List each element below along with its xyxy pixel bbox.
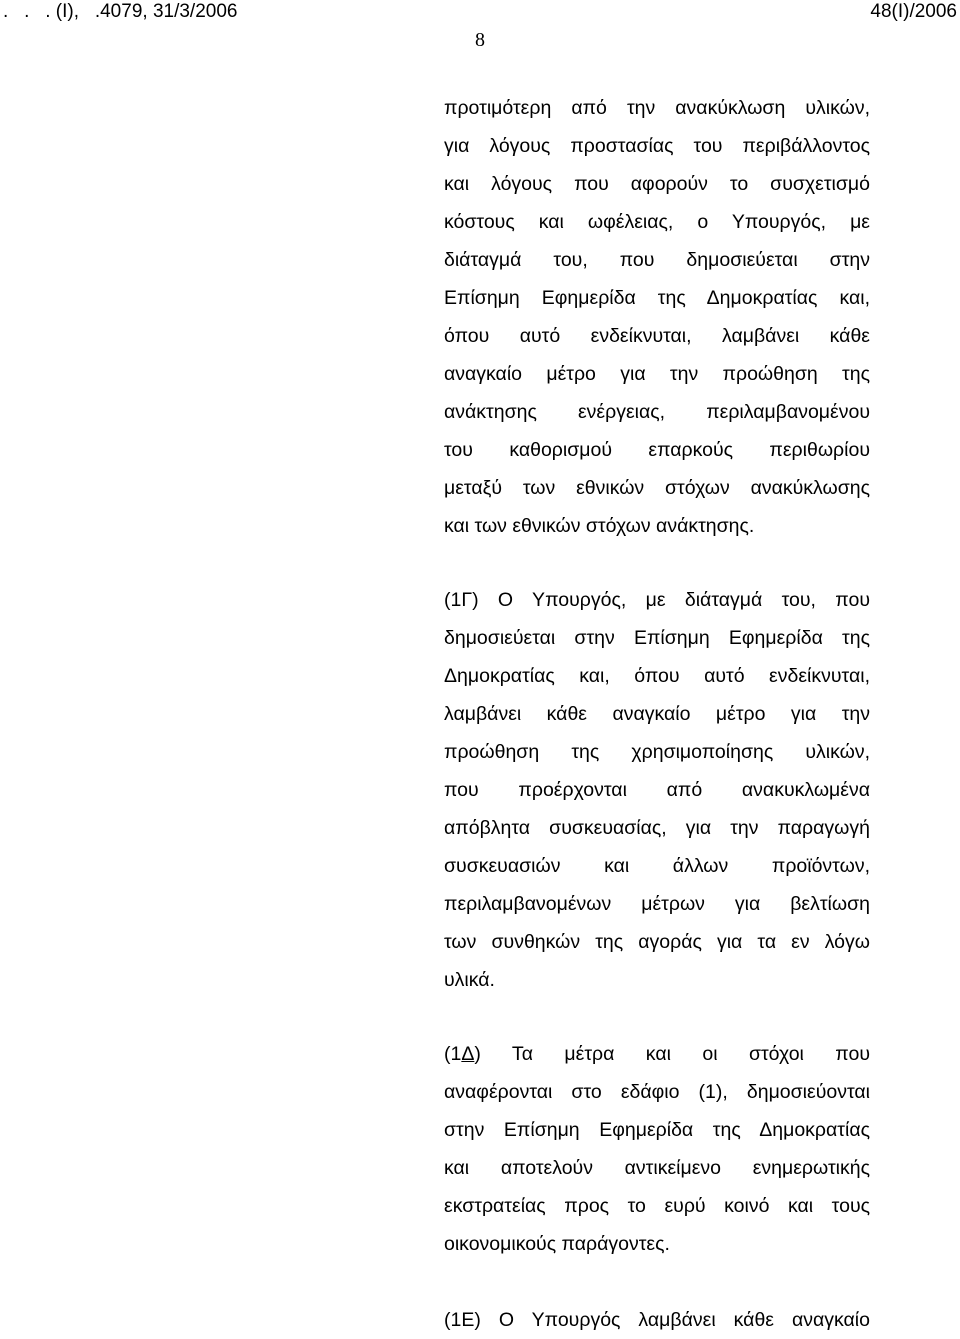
header-reference: . . . (Ι), .4079, 31/3/2006 xyxy=(3,1,238,22)
text-line: συσκευασιών και άλλων προϊόντων, xyxy=(444,855,870,877)
text-line: αναφέρονται στο εδάφιο (1), δημοσιεύονται xyxy=(444,1081,870,1103)
text-line: διάταγμά του, που δημοσιεύεται στην xyxy=(444,249,870,271)
underlined-delta: Δ xyxy=(461,1043,475,1065)
paragraph-1d xyxy=(444,1035,870,1263)
text-line: όπου αυτό ενδείκνυται, λαμβάνει κάθε xyxy=(444,325,870,347)
paragraph-1 xyxy=(444,89,870,545)
text-line: και των εθνικών στόχων ανάκτησης. xyxy=(444,515,755,537)
text-line: του καθορισμού επαρκούς περιθωρίου xyxy=(444,439,870,461)
text-line: και λόγους που αφορούν το συσχετισμό xyxy=(444,173,870,195)
text-line: που προέρχονται από ανακυκλωμένα xyxy=(444,779,870,801)
text-line: Επίσημη Εφημερίδα της Δημοκρατίας και, xyxy=(444,287,870,309)
paragraph-first-line-rest: ) Τα μέτρα και οι στόχοι που xyxy=(474,1043,870,1065)
text-line: ανάκτησης ενέργειας, περιλαμβανομένου xyxy=(444,401,870,423)
text-line: (1Ε) Ο Υπουργός λαμβάνει κάθε αναγκαίο xyxy=(444,1309,870,1331)
text-line: περιλαμβανομένων μέτρων για βελτίωση xyxy=(444,893,870,915)
text-line: δημοσιεύεται στην Επίσημη Εφημερίδα της xyxy=(444,627,870,649)
text-line: υλικά. xyxy=(444,969,495,991)
text-line: λαμβάνει κάθε αναγκαίο μέτρο για την xyxy=(444,703,870,725)
text-line: μεταξύ των εθνικών στόχων ανακύκλωσης xyxy=(444,477,870,499)
text-line: (1Γ) Ο Υπουργός, με διάταγμά του, που xyxy=(444,589,870,611)
text-line: στην Επίσημη Εφημερίδα της Δημοκρατίας xyxy=(444,1119,870,1141)
text-line: προτιμότερη από την ανακύκλωση υλικών, xyxy=(444,97,870,119)
text-line xyxy=(444,1035,870,1073)
paragraph-1g xyxy=(444,581,870,999)
header-law-number: 48(Ι)/2006 xyxy=(870,1,957,22)
page-number: 8 xyxy=(475,29,485,51)
text-line: για λόγους προστασίας του περιβάλλοντος xyxy=(444,135,870,157)
text-line: Δημοκρατίας και, όπου αυτό ενδείκνυται, xyxy=(444,665,870,687)
text-line: εκστρατείας προς το ευρύ κοινό και τους xyxy=(444,1195,870,1217)
text-line: κόστους και ωφέλειας, ο Υπουργός, με xyxy=(444,211,870,233)
paragraph-prefix: (1 xyxy=(444,1043,462,1065)
text-line: των συνθηκών της αγοράς για τα εν λόγω xyxy=(444,931,870,953)
page-header xyxy=(0,0,960,24)
text-line: οικονομικούς παράγοντες. xyxy=(444,1233,670,1255)
text-line: αναγκαίο μέτρο για την προώθηση της xyxy=(444,363,870,385)
text-line: προώθηση της χρησιμοποίησης υλικών, xyxy=(444,741,870,763)
text-line: και αποτελούν αντικείμενο ενημερωτικής xyxy=(444,1157,870,1179)
text-line: απόβλητα συσκευασίας, για την παραγωγή xyxy=(444,817,870,839)
paragraph-1e xyxy=(444,1301,870,1339)
